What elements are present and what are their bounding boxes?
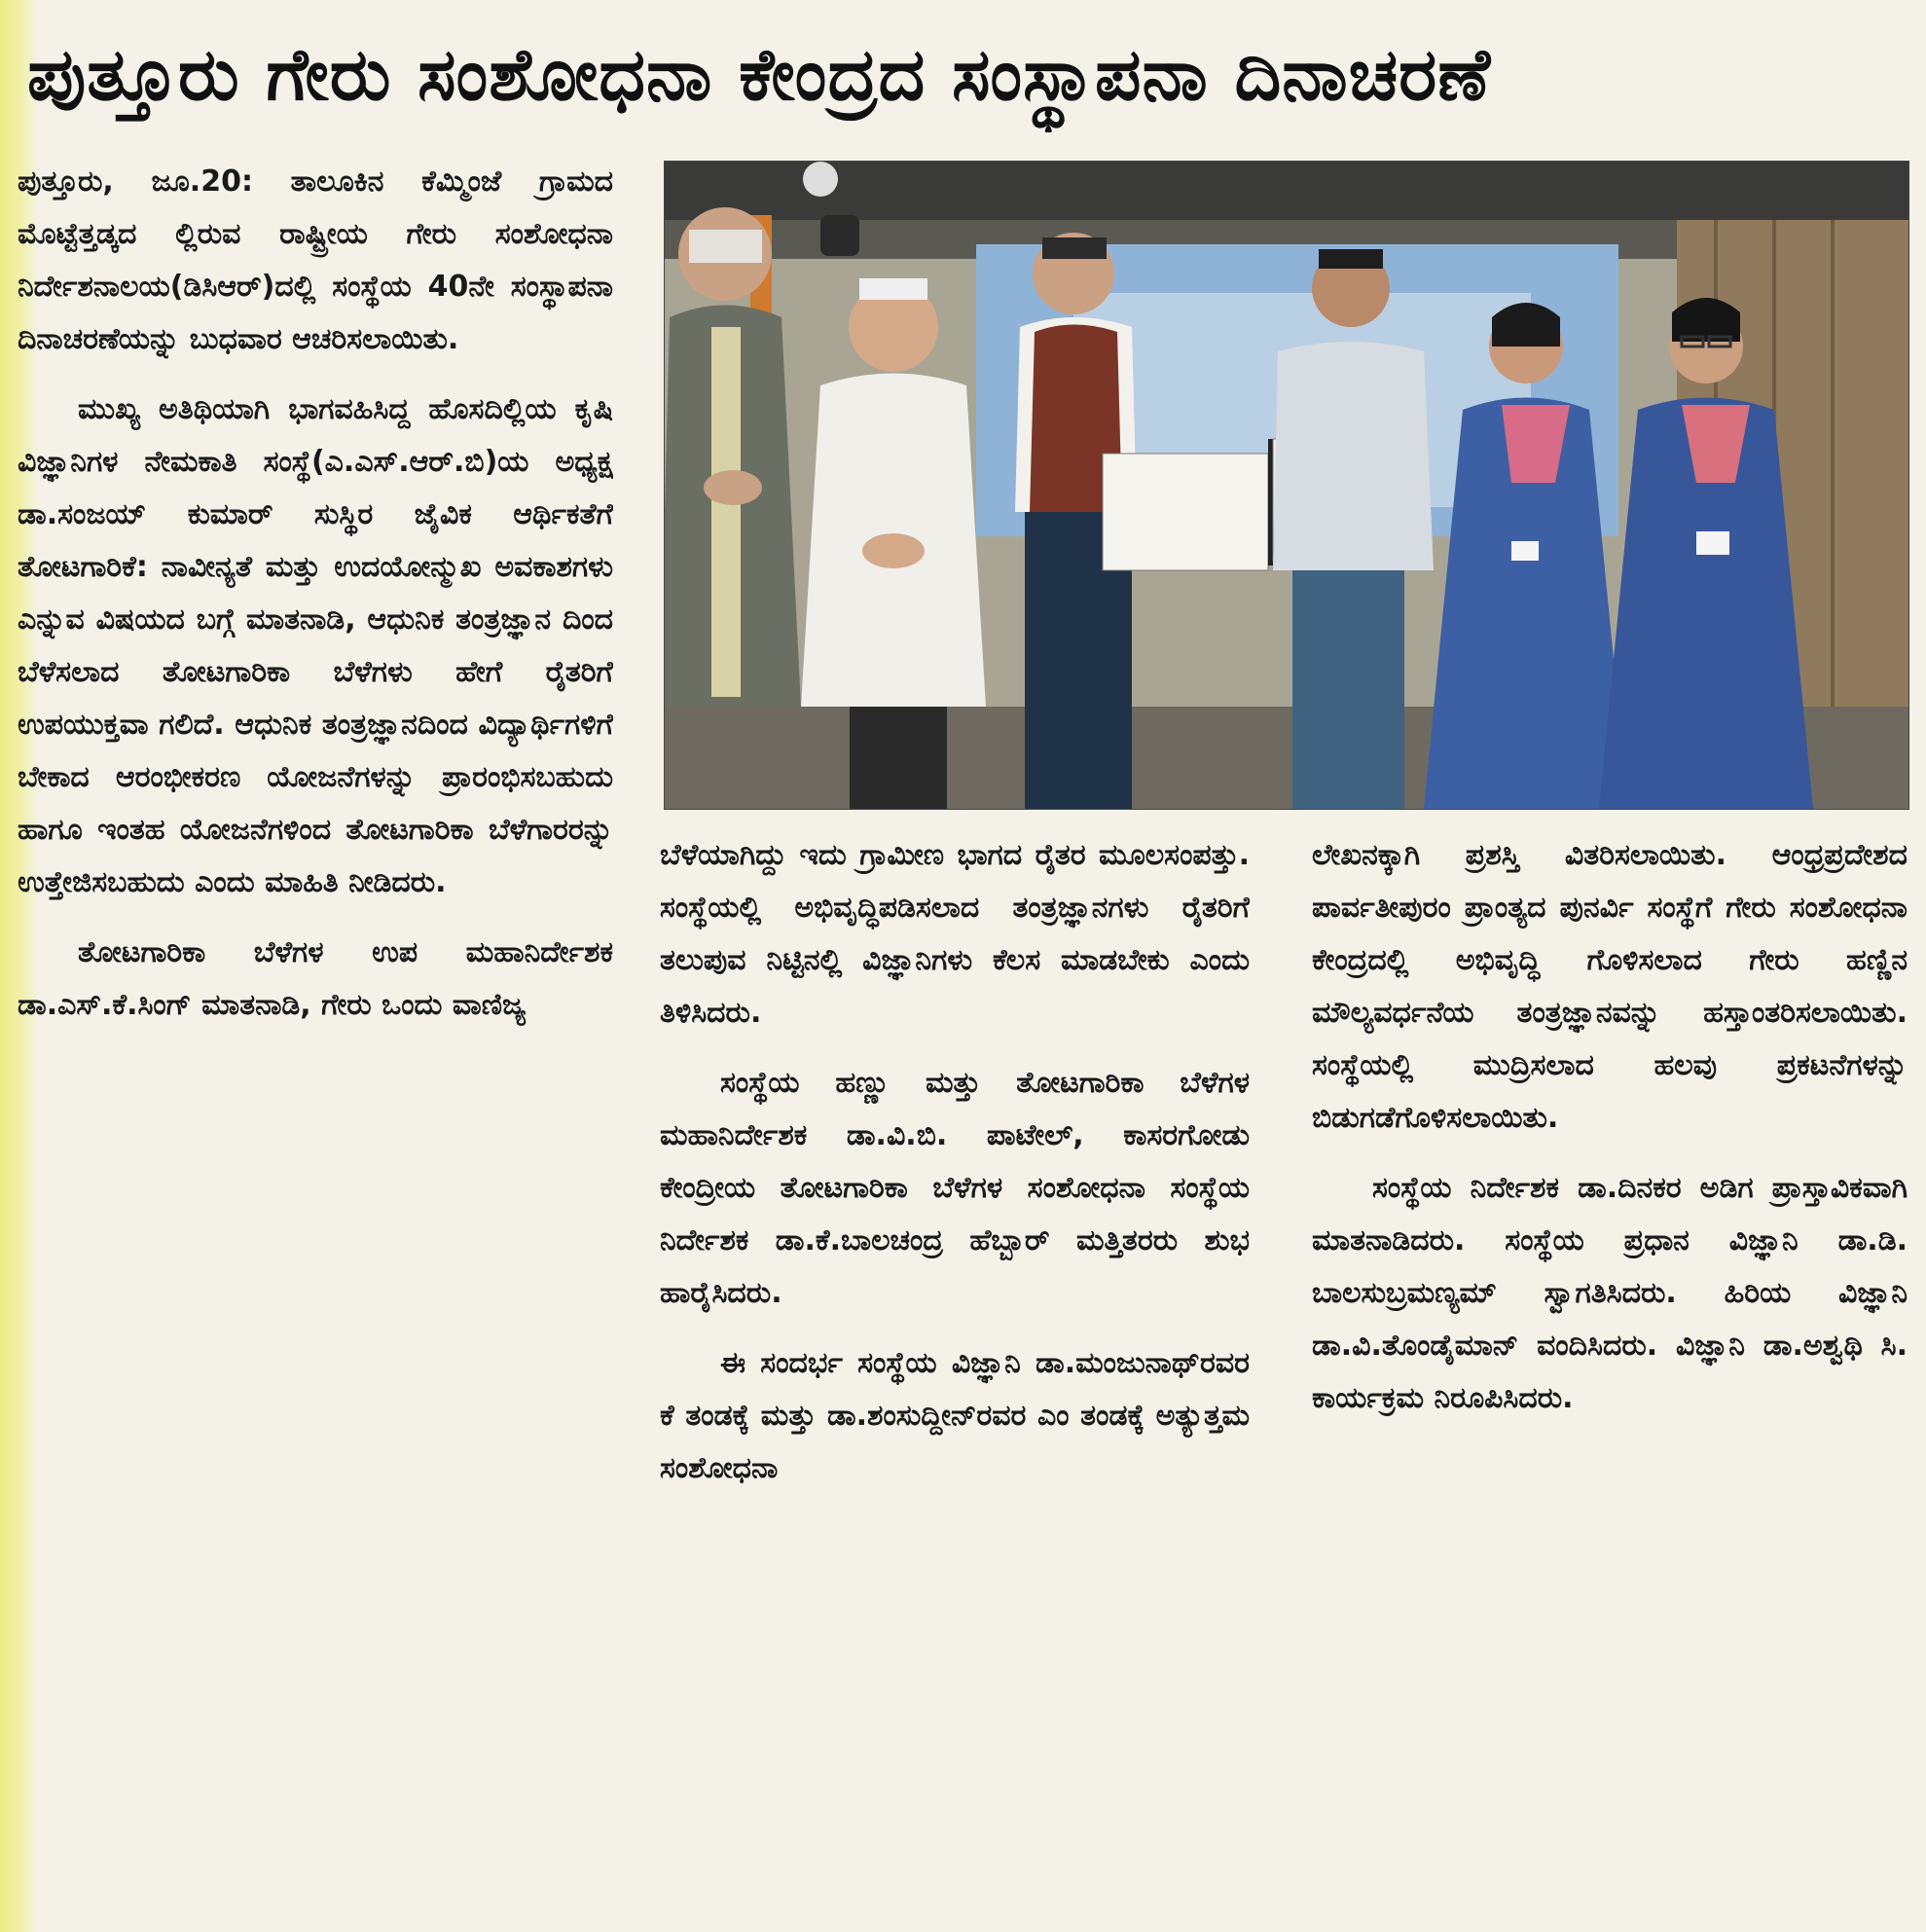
paragraph: ಲೇಖನಕ್ಕಾಗಿ ಪ್ರಶಸ್ತಿ ವಿತರಿಸಲಾಯಿತು. ಆಂಧ್ರಪ್ರದೇಶದ ಪಾರ್ವತೀಪುರಂ ಪ್ರಾಂತ್ಯದ ಪುನರ್ವಿ ಸಂಸ್ಥೆಗೆ ಗೇರು ಸಂಶೋಧನಾ ಕೇಂದ್ರದಲ್ಲಿ ಅಭಿವೃದ್ಧಿ ಗೊಳಿಸಲಾದ ಗೇರು ಹಣ್ಣಿನ ಮೌಲ್ಯವರ್ಧನೆಯ ತಂತ್ರಜ್ಞಾನವನ್ನು ಹಸ್ತಾಂತರಿಸಲಾಯಿತು. ಸಂಸ್ಥೆಯಲ್ಲಿ ಮುದ್ರಿಸಲಾದ ಹಲವು ಪ್ರಕಟನೆಗಳನ್ನು ಬಿಡುಗಡೆಗೊಳಿಸಲಾಯಿತು.: [1312, 838, 1908, 1135]
paragraph: ಈ ಸಂದರ್ಭ ಸಂಸ್ಥೆಯ ವಿಜ್ಞಾನಿ ಡಾ.ಮಂಜುನಾಥ್‌ರವರ ಕೆ ತಂಡಕ್ಕೆ ಮತ್ತು ಡಾ.ಶಂಸುದ್ದೀನ್‌ರವರ ಎಂ ತಂಡಕ್ಕೆ ಅತ್ಯುತ್ತಮ ಸಂಶೋಧನಾ: [660, 1346, 1250, 1485]
paragraph: ಸಂಸ್ಥೆಯ ನಿರ್ದೇಶಕ ಡಾ.ದಿನಕರ ಅಡಿಗ ಪ್ರಾಸ್ತಾವಿಕವಾಗಿ ಮಾತನಾಡಿದರು. ಸಂಸ್ಥೆಯ ಪ್ರಧಾನ ವಿಜ್ಞಾನಿ ಡಾ.ಡಿ. ಬಾಲಸುಬ್ರಮಣ್ಯಮ್ ಸ್ವಾಗತಿಸಿದರು. ಹಿರಿಯ ವಿಜ್ಞಾನಿ ಡಾ.ವಿ.ತೊಂಡೈಮಾನ್ ವಂದಿಸಿದರು. ವಿಜ್ಞಾನಿ ಡಾ.ಅಶ್ವಥಿ ಸಿ. ಕಾರ್ಯಕ್ರಮ ನಿರೂಪಿಸಿದರು.: [1312, 1171, 1908, 1415]
group-photo-illustration: [665, 162, 1908, 809]
paragraph: ಪುತ್ತೂರು, ಜೂ.20: ತಾಲೂಕಿನ ಕೆಮ್ಮಿಂಜೆ ಗ್ರಾಮದ ಮೊಟ್ಟೆತ್ತಡ್ಕದ ಲ್ಲಿರುವ ರಾಷ್ಟ್ರೀಯ ಗೇರು ಸಂಶೋಧನಾ ನಿರ್ದೇಶನಾಲಯ(ಡಿಸಿಆರ್)ದಲ್ಲಿ ಸಂಸ್ಥೆಯ 40ನೇ ಸಂಸ್ಥಾಪನಾ ದಿನಾಚರಣೆಯನ್ನು ಬುಧವಾರ ಆಚರಿಸಲಾಯಿತು.: [18, 164, 613, 356]
paragraph: ಬೆಳೆಯಾಗಿದ್ದು ಇದು ಗ್ರಾಮೀಣ ಭಾಗದ ರೈತರ ಮೂಲಸಂಪತ್ತು. ಸಂಸ್ಥೆಯಲ್ಲಿ ಅಭಿವೃದ್ಧಿಪಡಿಸಲಾದ ತಂತ್ರಜ್ಞಾನಗಳು ರೈತರಿಗೆ ತಲುಪುವ ನಿಟ್ಟಿನಲ್ಲಿ ವಿಜ್ಞಾನಿಗಳು ಕೆಲಸ ಮಾಡಬೇಕು ಎಂದು ತಿಳಿಸಿದರು.: [660, 838, 1250, 1030]
news-photo: [664, 161, 1909, 810]
article-column-1: [18, 156, 613, 1917]
article-column-2: [660, 829, 1250, 1919]
headline: ಪುತ್ತೂರು ಗೇರು ಸಂಶೋಧನಾ ಕೇಂದ್ರದ ಸಂಸ್ಥಾಪನಾ ದಿನಾಚರಣೆ: [27, 33, 1492, 117]
paragraph: ಮುಖ್ಯ ಅತಿಥಿಯಾಗಿ ಭಾಗವಹಿಸಿದ್ದ ಹೊಸದಿಲ್ಲಿಯ ಕೃಷಿ ವಿಜ್ಞಾನಿಗಳ ನೇಮಕಾತಿ ಸಂಸ್ಥೆ(ಎ.ಎಸ್.ಆರ್.ಬಿ)ಯ ಅಧ್ಯಕ್ಷ ಡಾ.ಸಂಜಯ್ ಕುಮಾರ್ ಸುಸ್ಥಿರ ಜೈವಿಕ ಆರ್ಥಿಕತೆಗೆ ತೋಟಗಾರಿಕೆ: ನಾವೀನ್ಯತೆ ಮತ್ತು ಉದಯೋನ್ಮುಖ ಅವಕಾಶಗಳು ಎನ್ನುವ ವಿಷಯದ ಬಗ್ಗೆ ಮಾತನಾಡಿ, ಆಧುನಿಕ ತಂತ್ರಜ್ಞಾನ ದಿಂದ ಬೆಳೆಸಲಾದ ತೋಟಗಾರಿಕಾ ಬೆಳೆಗಳು ಹೇಗೆ ರೈತರಿಗೆ ಉಪಯುಕ್ತವಾ ಗಲಿದೆ. ಆಧುನಿಕ ತಂತ್ರಜ್ಞಾನದಿಂದ ವಿದ್ಯಾರ್ಥಿಗಳಿಗೆ ಬೇಕಾದ ಆರಂಭೀಕರಣ ಯೋಜನೆಗಳನ್ನು ಪ್ರಾರಂಭಿಸಬಹುದು ಹಾಗೂ ಇಂತಹ ಯೋಜನೆಗಳಿಂದ ತೋಟಗಾರಿಕಾ ಬೆಳೆಗಾರರನ್ನು ಉತ್ತೇಜಿಸಬಹುದು ಎಂದು ಮಾಹಿತಿ ನೀಡಿದರು.: [18, 392, 613, 899]
paragraph: ಸಂಸ್ಥೆಯ ಹಣ್ಣು ಮತ್ತು ತೋಟಗಾರಿಕಾ ಬೆಳೆಗಳ ಮಹಾನಿರ್ದೇಶಕ ಡಾ.ವಿ.ಬಿ. ಪಾಟೇಲ್, ಕಾಸರಗೋಡು ಕೇಂದ್ರೀಯ ತೋಟಗಾರಿಕಾ ಬೆಳೆಗಳ ಸಂಶೋಧನಾ ಸಂಸ್ಥೆಯ ನಿರ್ದೇಶಕ ಡಾ.ಕೆ.ಬಾಲಚಂದ್ರ ಹೆಬ್ಬಾರ್ ಮತ್ತಿತರರು ಶುಭ ಹಾರೈಸಿದರು.: [660, 1066, 1250, 1310]
paragraph: ತೋಟಗಾರಿಕಾ ಬೆಳೆಗಳ ಉಪ ಮಹಾನಿರ್ದೇಶಕ ಡಾ.ಎಸ್.ಕೆ.ಸಿಂಗ್ ಮಾತನಾಡಿ, ಗೇರು ಒಂದು ವಾಣಿಜ್ಯ: [18, 935, 613, 1022]
article-column-3: [1312, 829, 1908, 1919]
